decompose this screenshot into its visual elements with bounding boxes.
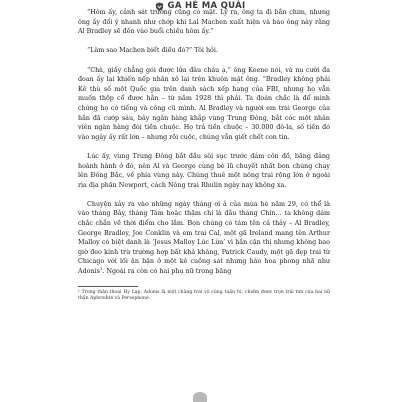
paragraph: Chuyện xảy ra vào những ngày tháng ơi ả của mùa hè năm 29, có thể là vào tháng Bảy, tháng Tám hoặc thậm chí là đầu tháng Chín… ta không dám chắc chắn về thời điểm cho lắm. Bọn chúng có tám tên cả thảy – Al Bradley, George Bradley, Joe Conklin và em trai Cal, một gã Ireland mang tên Arthur Malloy có biệt danh là ‘Jesus Malloy Lúc Lừa’ vì hắn cận thị nhưng không bao giờ đeo kính trừ trường hợp bất khả kháng, Patrick Caudy, một gã đẹp trai từ Chicago với lối ăn bận ở một kẻ cuồng sát nhưng hào hoa phong nhã như Adonis$^1$. Ngoài ra còn có hai phụ nữ trong băng — [78, 200, 330, 276]
paragraph: “Làm sao Machen biết điều đó?” Tôi hỏi. — [87, 47, 218, 55]
footnote-divider — [78, 286, 138, 287]
page-body — [78, 8, 330, 302]
page-number-tab — [193, 392, 207, 402]
paragraph-text: Chuyện xảy ra vào những ngày tháng ơi ả của mùa hè năm 29, có thể là vào tháng Bảy, tháng Tám hoặc thậm chí là đầu tháng Chín… ta không dám chắc chắn về thời điểm cho lắm. Bọn chúng có tám tên cả thảy – Al Bradley, George Bradley, Joe Conklin và em trai Cal, một gã Ireland mang tên Arthur Malloy có biệt danh là ‘Jesus Malloy Lúc Lừa’ vì hắn cận thị nhưng không bao giờ đeo kính trừ trường hợp bất khả kháng, Patrick Caudy, một gã đẹp trai từ Chicago với lối ăn bận ở một kẻ cuồng sát nhưng hào hoa phong nhã như Adonis — [78, 200, 330, 276]
running-head: GA HÈ MA QUÁI — [167, 1, 246, 11]
paragraph-text: Ngoài ra còn có hai phụ nữ trong băng — [106, 268, 232, 276]
footnote-marker: 1 — [99, 265, 103, 271]
paragraph: “Hôm ấy, cảnh sát trưởng cũng có mặt. Lý ra, ông ta đi bắn chim, nhưng ông ấy đổi ý nhanh như chớp khi Lal Machen xuất hiện và báo ông này rằng Al Bradley sẽ đến vào buổi chiều hôm ấy.” — [78, 9, 330, 36]
paragraph: Lúc ấy, vùng Trung Đông bắt đầu sôi sục trước đám côn đồ, băng đảng hoành hành ở đó, nên Al và George cùng bè lũ chuyết nhất bọn chúng chạy lên Đông Bắc, về phía vùng này. Chúng thuê một nông trại rộng lớn ở ngoài rìa địa phận Newport, cách Nông trại Rhulin ngày nay không xa. — [78, 152, 330, 189]
paragraph: “Chà, giấy chẳng gói được lửa đâu cháu ạ,” ông Keene nói, và nụ cười đa đoan ấy lại khiến nếp nhăn xô lại trên khuôn mặt ông. “Bradley không phải Kẻ thù số một Quốc gia trên danh sách xếp hạng của FBI, nhưng họ vẫn muốn thộp cổ được hắn – từ năm 1928 thì phải. Ta đoán chắc là để minh chứng họ có tiếng và công cũ mình. Al Bradley và người em trai George của hắn đã cướp sáu, bảy ngân hàng khắp vùng Trung Đông, bắt cóc một nhân viên ngân hàng đòi tiền chuộc. Họ trả tiền chuộc – 30.000 đô-la, số tiền đó vào ngày ấy rất lớn – nhưng rồi cuộc, chúng vẫn giết chết con tin. — [78, 66, 330, 141]
footnote: ¹ Trong thần thoại Hy Lạp, Adonis là một chàng trai vô cùng tuấn tú, chiếm được trọn trái tim của hai nữ thần Aphrodite và Persephone. — [78, 289, 330, 301]
